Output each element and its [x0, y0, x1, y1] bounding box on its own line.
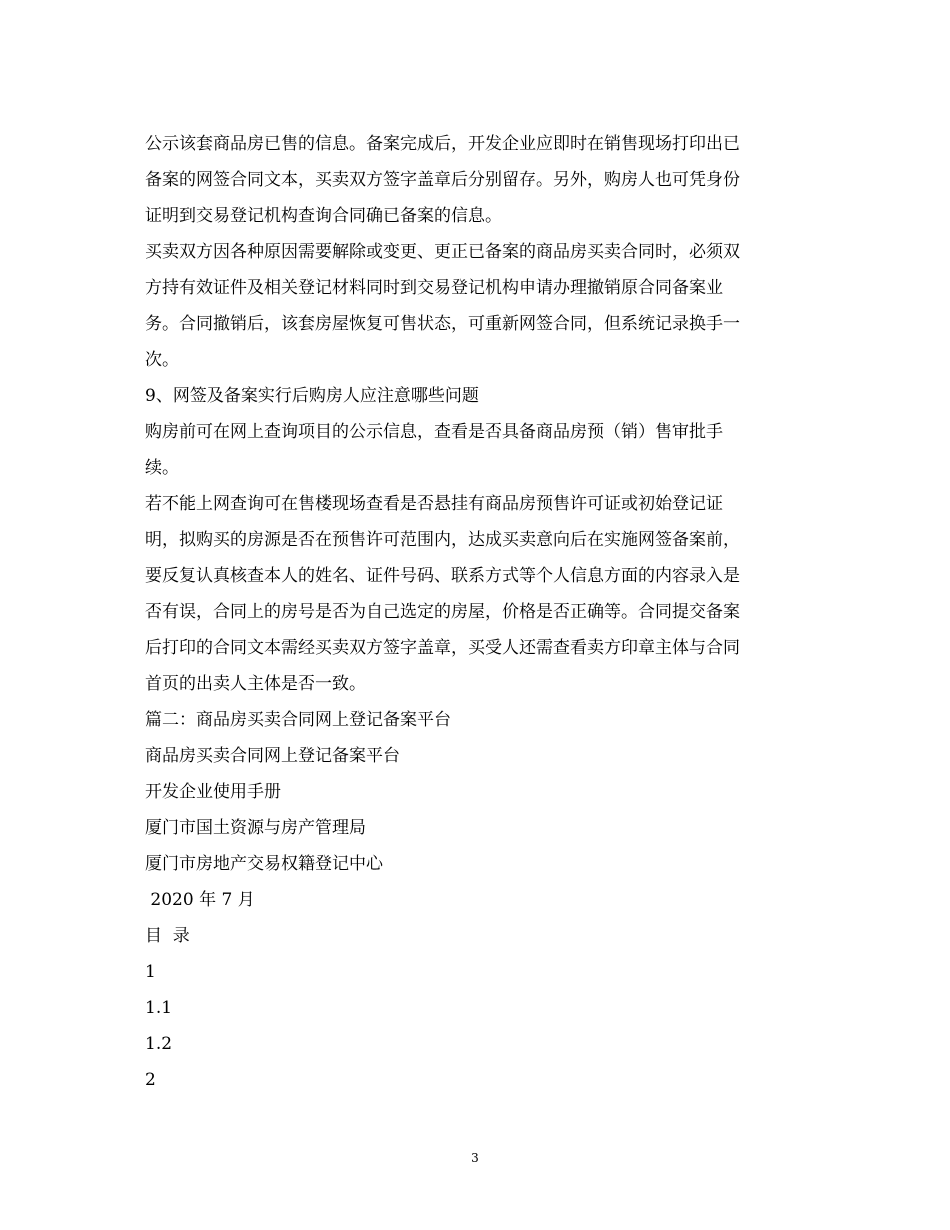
paragraph-line: 证明到交易登记机构查询合同确已备案的信息。 [145, 206, 502, 226]
toc-heading: 目 录 [145, 926, 190, 946]
manual-subtitle: 开发企业使用手册 [145, 782, 281, 802]
manual-title: 商品房买卖合同网上登记备案平台 [145, 746, 400, 766]
paragraph-line: 否有误，合同上的房号是否为自己选定的房屋，价格是否正确等。合同提交备案 [145, 602, 740, 622]
paragraph-line: 买卖双方因各种原因需要解除或变更、更正已备案的商品房买卖合同时，必须双 [145, 242, 740, 262]
page-number: 3 [471, 1151, 479, 1165]
toc-entry: 1.2 [145, 1034, 173, 1054]
toc-entry: 1.1 [145, 998, 173, 1018]
paragraph-line: 明，拟购买的房源是否在预售许可范围内，达成买卖意向后在实施网签备案前， [145, 530, 740, 550]
issuing-center: 厦门市房地产交易权籍登记中心 [145, 854, 383, 874]
paragraph-line: 次。 [145, 350, 179, 370]
chapter-heading: 篇二：商品房买卖合同网上登记备案平台 [145, 710, 451, 730]
paragraph-line: 方持有效证件及相关登记材料同时到交易登记机构申请办理撤销原合同备案业 [145, 278, 723, 298]
paragraph-line: 备案的网签合同文本，买卖双方签字盖章后分别留存。另外，购房人也可凭身份 [145, 170, 740, 190]
document-body [145, 126, 810, 1098]
paragraph-line: 首页的出卖人主体是否一致。 [145, 674, 366, 694]
paragraph-line: 要反复认真核查本人的姓名、证件号码、联系方式等个人信息方面的内容录入是 [145, 566, 740, 586]
paragraph-line: 务。合同撤销后，该套房屋恢复可售状态，可重新网签合同，但系统记录换手一 [145, 314, 740, 334]
section-heading: 9、网签及备案实行后购房人应注意哪些问题 [145, 386, 479, 406]
paragraph-line: 续。 [145, 458, 179, 478]
paragraph-line: 公示该套商品房已售的信息。备案完成后，开发企业应即时在销售现场打印出已 [145, 134, 740, 154]
paragraph-line: 购房前可在网上查询项目的公示信息，查看是否具备商品房预（销）售审批手 [145, 422, 723, 442]
paragraph-line: 若不能上网查询可在售楼现场查看是否悬挂有商品房预售许可证或初始登记证 [145, 494, 723, 514]
toc-entry: 1 [145, 962, 156, 982]
paragraph-line: 后打印的合同文本需经买卖双方签字盖章，买受人还需查看卖方印章主体与合同 [145, 638, 740, 658]
issuing-authority: 厦门市国土资源与房产管理局 [145, 818, 366, 838]
manual-date: 2020 年 7 月 [145, 890, 255, 910]
toc-entry: 2 [145, 1070, 156, 1090]
